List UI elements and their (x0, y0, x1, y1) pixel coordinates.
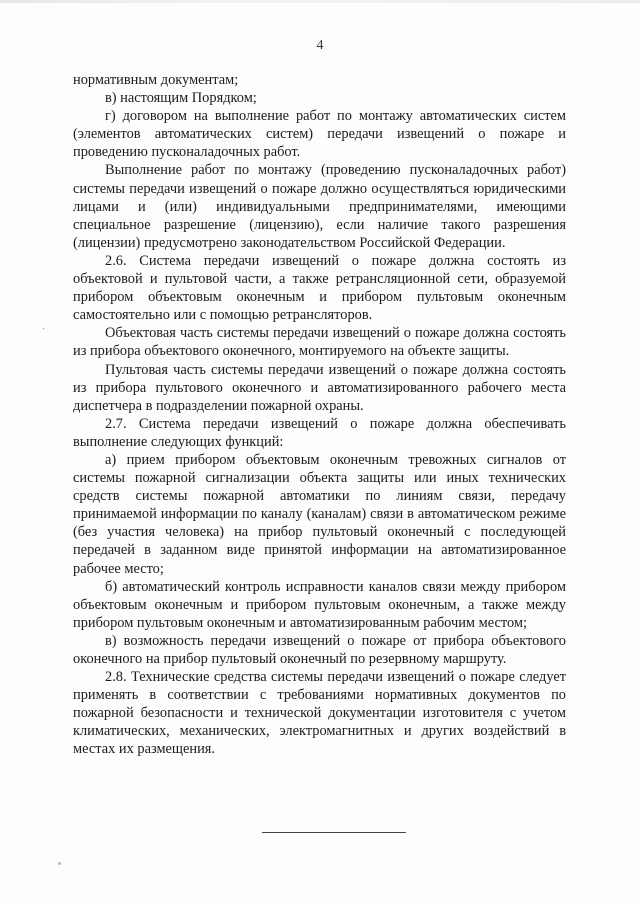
scan-edge (0, 0, 640, 3)
paragraph-11: в) возможность передачи извещений о пожаре от прибора объектового оконечного на прибор пультовый оконечный по резервному маршруту. (73, 632, 566, 667)
paragraph-9: а) прием прибором объектовым оконечным тревожных сигналов от системы пожарной сигнализации объекта защиты или иных технических средств системы пожарной автоматики по линиям связи, передачу принимаемой информации по каналу (каналам) связи в автоматическом режиме (без участия человека) на прибор пультовый оконечный с последующей передачей в заданном виде принятой информации на автоматизированное рабочее место; (73, 451, 566, 577)
paragraph-5: 2.6. Система передачи извещений о пожаре должна состоять из объектовой и пультовой части, а также ретрансляционной сети, образуемой прибором объектовым оконечным и прибором пультовым оконечным самостоятельно или с помощью ретрансляторов. (73, 252, 566, 324)
paragraph-1: нормативным документам; (73, 72, 239, 88)
document-body (73, 71, 566, 759)
end-separator-line (262, 832, 406, 833)
scan-speck (58, 862, 61, 865)
paragraph-12: 2.8. Технические средства системы передачи извещений о пожаре следует применять в соответствии с требованиями нормативных документов по пожарной безопасности и технической документации изготовителя с учетом климатических, механических, электромагнитных и других воздействий в местах их размещения. (73, 669, 566, 758)
page-number: 4 (316, 38, 324, 53)
paragraph-2: в) настоящим Порядком; (105, 90, 257, 107)
paragraph-6: Объектовая часть системы передачи извещений о пожаре должна состоять из прибора объектового оконечного, монтируемого на объекте защиты. (73, 325, 566, 360)
paragraph-4: Выполнение работ по монтажу (проведению пусконаладочных работ) системы передачи извещений о пожаре должно осуществляться юридическими лицами и (или) индивидуальными предпринимателями, имеющими специальное разрешение (лицензию), если наличие такого разрешения (лицензии) предусмотрено законодательством Российской Федерации. (73, 162, 566, 251)
paragraph-8: 2.7. Система передачи извещений о пожаре должна обеспечивать выполнение следующих функций: (73, 415, 566, 450)
scan-mark: ˏ (42, 319, 46, 330)
paragraph-10: б) автоматический контроль исправности каналов связи между прибором объектовым оконечным и прибором пультовым оконечным, а также между прибором пультовым оконечным и автоматизированным рабочим местом; (73, 578, 566, 631)
paragraph-3: г) договором на выполнение работ по монтажу автоматических систем (элементов автоматических систем) передачи извещений о пожаре и проведению пусконаладочных работ. (73, 108, 566, 161)
paragraph-7: Пультовая часть системы передачи извещений о пожаре должна состоять из прибора пультового оконечного и автоматизированного рабочего места диспетчера в подразделении пожарной охраны. (73, 361, 566, 414)
